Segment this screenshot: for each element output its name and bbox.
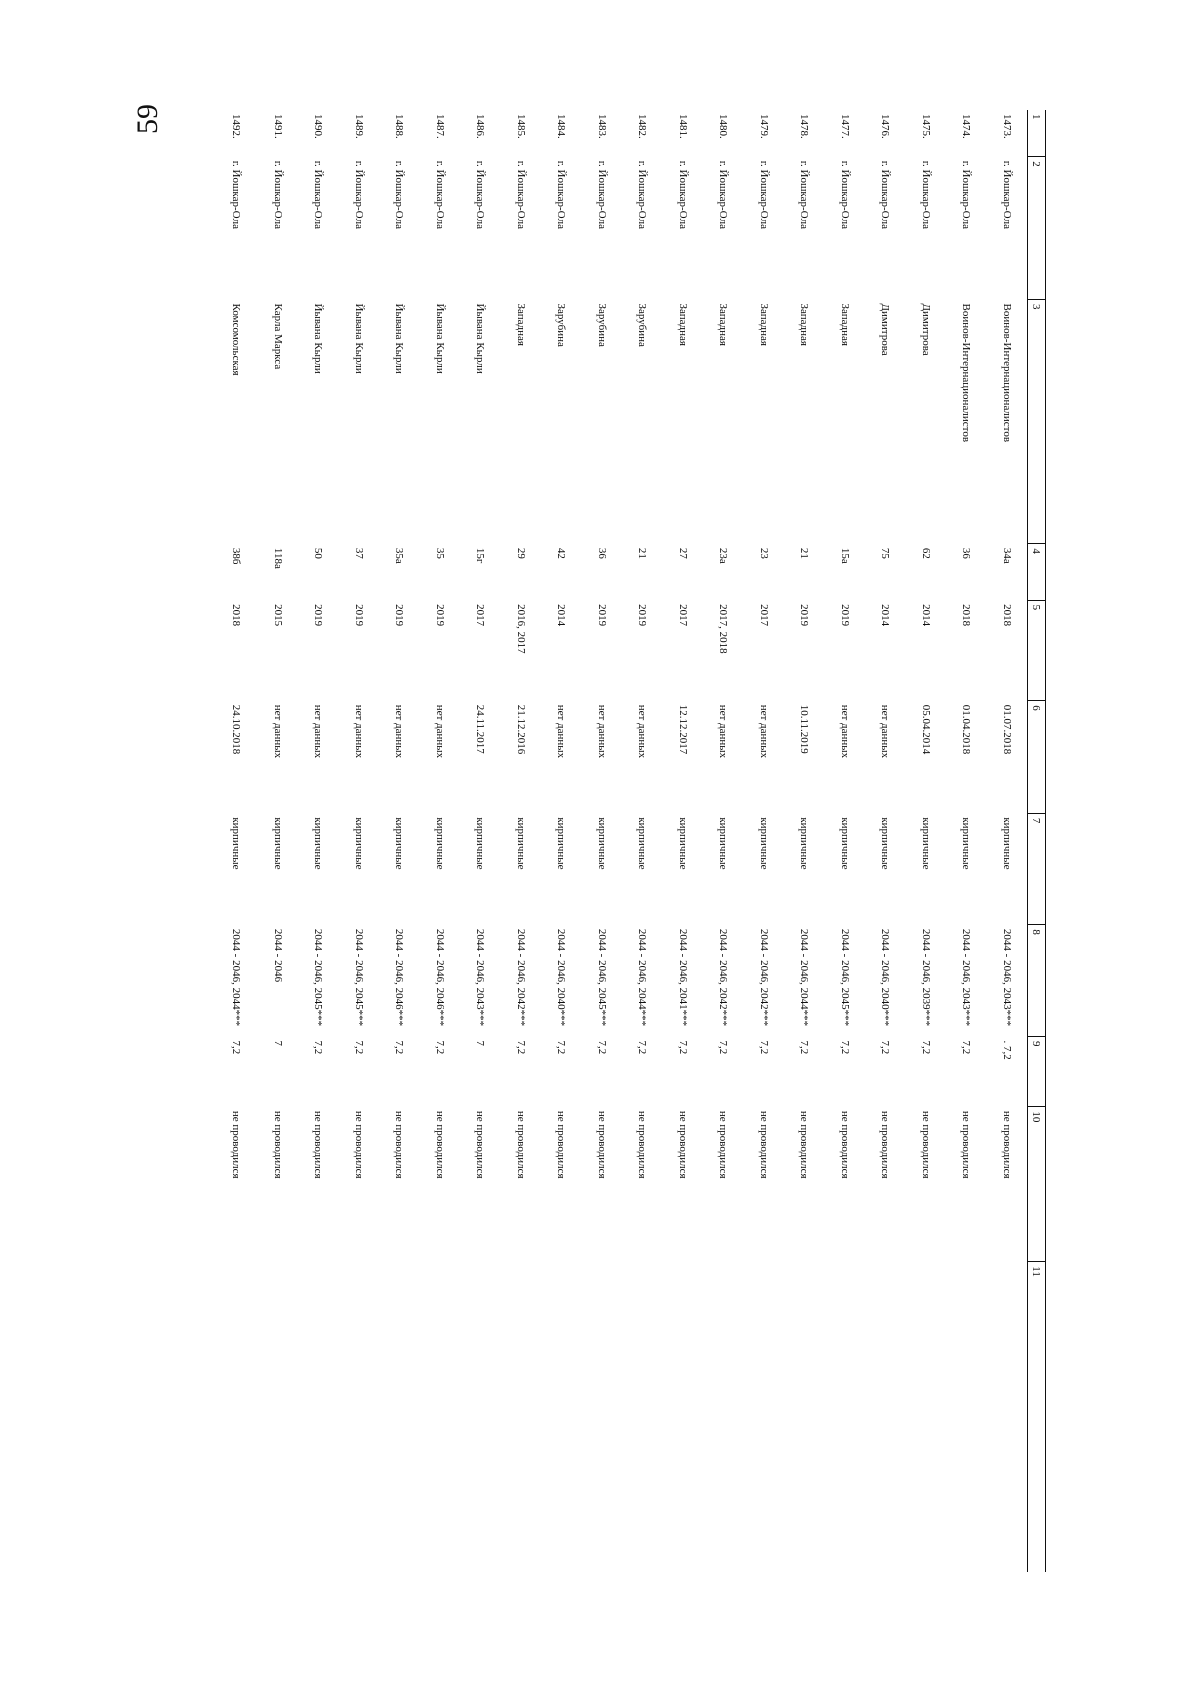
house-cell: 34а	[1000, 547, 1013, 564]
material-cell: кирпичные	[555, 817, 568, 870]
period-cell: 2044 - 2046, 2042***	[757, 928, 770, 1027]
street-cell: Воинов-Интернационалистов	[1000, 303, 1013, 443]
period-cell: 2044 - 2046, 2045***	[595, 928, 608, 1027]
column-number: 11	[1028, 1262, 1046, 1572]
house-cell: 36	[960, 547, 973, 559]
note-cell	[298, 1262, 339, 1572]
year-cell: 2018	[960, 604, 973, 627]
street-cell: Западная	[757, 303, 770, 346]
material-cell: кирпичные	[433, 817, 446, 870]
street-cell: Йывана Кырли	[474, 303, 487, 374]
date-cell: нет данных	[312, 704, 325, 759]
city-cell: г. Йошкар-Ола	[757, 160, 770, 229]
street-cell: Димитрова	[919, 303, 932, 356]
column-number: 4	[1028, 544, 1046, 600]
status-cell: не проводился	[514, 1110, 527, 1179]
date-cell: 05.04.2014	[919, 704, 932, 755]
column-number: 1	[1028, 110, 1046, 157]
value-cell: 7	[271, 1040, 284, 1047]
status-cell: не проводился	[555, 1110, 568, 1179]
column-number-row	[1028, 110, 1046, 1572]
table-row	[582, 110, 623, 1572]
city-cell: г. Йошкар-Ола	[676, 160, 689, 229]
city-cell: г. Йошкар-Ола	[393, 160, 406, 229]
period-cell: 2044 - 2046, 2040***	[879, 928, 892, 1027]
table-row	[906, 110, 947, 1572]
table-row	[703, 110, 744, 1572]
note-cell	[622, 1262, 663, 1572]
city-cell: г. Йошкар-Ола	[798, 160, 811, 229]
value-cell: 7,2	[717, 1040, 730, 1055]
date-cell: нет данных	[879, 704, 892, 759]
value-cell: 7,2	[230, 1040, 242, 1055]
value-cell: 7,2	[636, 1040, 649, 1055]
row-number-cell: 1487.	[433, 114, 446, 139]
house-cell: 27	[676, 547, 689, 559]
house-cell: 21	[798, 547, 811, 559]
date-cell: 01.04.2018	[960, 704, 973, 755]
date-cell: нет данных	[595, 704, 608, 759]
value-cell: 7,2	[879, 1040, 892, 1055]
row-number-cell: 1488.	[393, 114, 406, 139]
row-number-cell: 1481.	[676, 114, 689, 139]
note-cell	[987, 1262, 1028, 1572]
date-cell: 24.10.2018	[230, 704, 242, 755]
value-cell: 7	[474, 1040, 487, 1047]
note-cell	[865, 1262, 906, 1572]
city-cell: г. Йошкар-Ола	[960, 160, 973, 229]
street-cell: Западная	[798, 303, 811, 346]
note-cell	[215, 1262, 258, 1572]
note-cell	[663, 1262, 704, 1572]
row-number-cell: 1483.	[595, 114, 608, 139]
year-cell: 2019	[798, 604, 811, 627]
date-cell: 10.11.2019	[798, 704, 811, 754]
table-row	[215, 110, 258, 1572]
row-number-cell: 1473.	[1000, 114, 1013, 139]
value-cell: 7,2	[676, 1040, 689, 1055]
note-cell	[825, 1262, 866, 1572]
street-cell: Западная	[514, 303, 527, 346]
column-number: 5	[1028, 600, 1046, 701]
status-cell: не проводился	[230, 1110, 242, 1179]
date-cell: нет данных	[636, 704, 649, 759]
city-cell: г. Йошкар-Ола	[838, 160, 851, 229]
table-row	[784, 110, 825, 1572]
status-cell: не проводился	[676, 1110, 689, 1179]
note-cell	[501, 1262, 542, 1572]
period-cell: 2044 - 2046, 2044***	[636, 928, 649, 1027]
house-cell: 37	[352, 547, 365, 559]
year-cell: 2014	[555, 604, 568, 627]
column-number: 7	[1028, 813, 1046, 925]
house-cell: 38б	[230, 547, 242, 565]
value-cell: 7,2	[960, 1040, 973, 1055]
status-cell: не проводился	[393, 1110, 406, 1179]
status-cell: не проводился	[757, 1110, 770, 1179]
value-cell: 7,2	[393, 1040, 406, 1055]
period-cell: 2044 - 2046, 2041***	[676, 928, 689, 1027]
year-cell: 2019	[433, 604, 446, 627]
material-cell: кирпичные	[960, 817, 973, 870]
status-cell: не проводился	[717, 1110, 730, 1179]
status-cell: не проводился	[960, 1110, 973, 1179]
year-cell: 2019	[838, 604, 851, 627]
column-number: 8	[1028, 925, 1046, 1037]
street-cell: Йывана Кырли	[352, 303, 365, 374]
row-number-cell: 1482.	[636, 114, 649, 139]
row-number-cell: 1485.	[514, 114, 527, 139]
period-cell: 2044 - 2046, 2042***	[514, 928, 527, 1027]
date-cell: 12.12.2017	[676, 704, 689, 755]
house-cell: 62	[919, 547, 932, 559]
row-number-cell: 1478.	[798, 114, 811, 139]
street-cell: Йывана Кырли	[433, 303, 446, 374]
status-cell: не проводился	[919, 1110, 932, 1179]
year-cell: 2018	[230, 604, 242, 627]
period-cell: 2044 - 2046, 2045***	[838, 928, 851, 1027]
rotated-table-frame	[210, 110, 1046, 1572]
date-cell: нет данных	[717, 704, 730, 759]
status-cell: не проводился	[312, 1110, 325, 1179]
date-cell: нет данных	[352, 704, 365, 759]
city-cell: г. Йошкар-Ола	[1000, 160, 1013, 229]
column-number: 3	[1028, 300, 1046, 544]
house-cell: 118а	[271, 547, 284, 569]
year-cell: 2017	[474, 604, 487, 627]
house-cell: 35	[433, 547, 446, 559]
period-cell: 2044 - 2046, 2044***	[798, 928, 811, 1027]
status-cell: не проводился	[798, 1110, 811, 1179]
city-cell: г. Йошкар-Ола	[271, 160, 284, 229]
material-cell: кирпичные	[838, 817, 851, 870]
table-row	[501, 110, 542, 1572]
house-cell: 15г	[474, 547, 487, 564]
row-number-cell: 1477.	[838, 114, 851, 139]
value-cell: 7,2	[555, 1040, 568, 1055]
note-cell	[541, 1262, 582, 1572]
city-cell: г. Йошкар-Ола	[474, 160, 487, 229]
city-cell: г. Йошкар-Ола	[312, 160, 325, 229]
table-row	[541, 110, 582, 1572]
period-cell: 2044 - 2046, 2044***	[230, 928, 242, 1027]
register-table	[215, 110, 1047, 1572]
status-cell: не проводился	[838, 1110, 851, 1179]
street-cell: Воинов-Интернационалистов	[960, 303, 973, 443]
year-cell: 2014	[879, 604, 892, 627]
status-cell: не проводился	[879, 1110, 892, 1179]
material-cell: кирпичные	[919, 817, 932, 870]
city-cell: г. Йошкар-Ола	[636, 160, 649, 229]
row-number-cell: 1492.	[230, 114, 242, 139]
value-cell: 7,2	[433, 1040, 446, 1055]
year-cell: 2019	[352, 604, 365, 627]
note-cell	[946, 1262, 987, 1572]
year-cell: 2015	[271, 604, 284, 627]
period-cell: 2044 - 2046, 2042***	[717, 928, 730, 1027]
year-cell: 2016, 2017	[514, 604, 527, 654]
year-cell: 2014	[919, 604, 932, 627]
street-cell: Западная	[676, 303, 689, 346]
value-cell: 7,2	[595, 1040, 608, 1055]
table-row	[339, 110, 380, 1572]
material-cell: кирпичные	[312, 817, 325, 870]
status-cell: не проводился	[474, 1110, 487, 1179]
material-cell: кирпичные	[798, 817, 811, 870]
street-cell: Зарубина	[595, 303, 608, 347]
table-row	[663, 110, 704, 1572]
material-cell: кирпичные	[757, 817, 770, 870]
note-cell	[339, 1262, 380, 1572]
value-cell: 7,2	[757, 1040, 770, 1055]
year-cell: 2019	[595, 604, 608, 627]
street-cell: Йывана Кырли	[393, 303, 406, 374]
status-cell: не проводился	[352, 1110, 365, 1179]
status-cell: не проводился	[271, 1110, 284, 1179]
house-cell: 75	[879, 547, 892, 559]
column-number: 10	[1028, 1107, 1046, 1262]
period-cell: 2044 - 2046, 2045***	[352, 928, 365, 1027]
page-number: 59	[131, 104, 164, 134]
material-cell: кирпичные	[352, 817, 365, 870]
value-cell: 7,2	[514, 1040, 527, 1055]
material-cell: кирпичные	[271, 817, 284, 870]
table-row	[946, 110, 987, 1572]
note-cell	[258, 1262, 299, 1572]
street-cell: Димитрова	[879, 303, 892, 356]
status-cell: не проводился	[595, 1110, 608, 1179]
year-cell: 2019	[312, 604, 325, 627]
date-cell: нет данных	[433, 704, 446, 759]
city-cell: г. Йошкар-Ола	[717, 160, 730, 229]
table-row	[379, 110, 420, 1572]
house-cell: 23а	[717, 547, 730, 564]
material-cell: кирпичные	[717, 817, 730, 870]
date-cell: 21.12.2016	[514, 704, 527, 755]
status-cell: не проводился	[433, 1110, 446, 1179]
row-number-cell: 1491.	[271, 114, 284, 139]
note-cell	[379, 1262, 420, 1572]
material-cell: кирпичные	[879, 817, 892, 870]
material-cell: кирпичные	[595, 817, 608, 870]
house-cell: 15а	[838, 547, 851, 564]
column-number: 9	[1028, 1037, 1046, 1107]
note-cell	[906, 1262, 947, 1572]
value-cell: 7,2	[312, 1040, 325, 1055]
date-cell: нет данных	[393, 704, 406, 759]
column-number: 2	[1028, 157, 1046, 300]
row-number-cell: 1475.	[919, 114, 932, 139]
material-cell: кирпичные	[474, 817, 487, 870]
city-cell: г. Йошкар-Ола	[555, 160, 568, 229]
year-cell: 2019	[636, 604, 649, 627]
period-cell: 2044 - 2046, 2043***	[474, 928, 487, 1027]
material-cell: кирпичные	[1000, 817, 1013, 870]
city-cell: г. Йошкар-Ола	[879, 160, 892, 229]
row-number-cell: 1489.	[352, 114, 365, 139]
material-cell: кирпичные	[514, 817, 527, 870]
note-cell	[784, 1262, 825, 1572]
street-cell: Карла Маркса	[271, 303, 284, 370]
table-row	[258, 110, 299, 1572]
table-row	[298, 110, 339, 1572]
street-cell: Зарубина	[555, 303, 568, 347]
date-cell: нет данных	[555, 704, 568, 759]
city-cell: г. Йошкар-Ола	[514, 160, 527, 229]
period-cell: 2044 - 2046, 2043***	[960, 928, 973, 1027]
row-number-cell: 1476.	[879, 114, 892, 139]
date-cell: нет данных	[838, 704, 851, 759]
year-cell: 2019	[393, 604, 406, 627]
period-cell: 2044 - 2046, 2039***	[919, 928, 932, 1027]
date-cell: нет данных	[757, 704, 770, 759]
city-cell: г. Йошкар-Ола	[919, 160, 932, 229]
row-number-cell: 1480.	[717, 114, 730, 139]
street-cell: Западная	[717, 303, 730, 346]
date-cell: 01.07.2018	[1000, 704, 1013, 755]
material-cell: кирпичные	[636, 817, 649, 870]
material-cell: кирпичные	[230, 817, 242, 870]
city-cell: г. Йошкар-Ола	[433, 160, 446, 229]
period-cell: 2044 - 2046, 2045***	[312, 928, 325, 1027]
note-cell	[744, 1262, 785, 1572]
value-cell: . 7,2	[1000, 1040, 1013, 1060]
value-cell: 7,2	[798, 1040, 811, 1055]
city-cell: г. Йошкар-Ола	[352, 160, 365, 229]
status-cell: не проводился	[1000, 1110, 1013, 1179]
house-cell: 23	[757, 547, 770, 559]
table-row	[460, 110, 501, 1572]
value-cell: 7,2	[838, 1040, 851, 1055]
register-table-container	[210, 110, 1046, 1572]
value-cell: 7,2	[352, 1040, 365, 1055]
note-cell	[420, 1262, 461, 1572]
street-cell: Западная	[838, 303, 851, 346]
period-cell: 2044 - 2046, 2043***	[1000, 928, 1013, 1027]
house-cell: 21	[636, 547, 649, 559]
house-cell: 50	[312, 547, 325, 559]
year-cell: 2017, 2018	[717, 604, 730, 654]
column-number: 6	[1028, 701, 1046, 814]
period-cell: 2044 - 2046, 2040***	[555, 928, 568, 1027]
street-cell: Йывана Кырли	[312, 303, 325, 374]
house-cell: 42	[555, 547, 568, 559]
year-cell: 2017	[757, 604, 770, 627]
row-number-cell: 1484.	[555, 114, 568, 139]
row-number-cell: 1479.	[757, 114, 770, 139]
house-cell: 36	[595, 547, 608, 559]
table-row	[865, 110, 906, 1572]
table-row	[622, 110, 663, 1572]
period-cell: 2044 - 2046, 2046***	[393, 928, 406, 1027]
row-number-cell: 1486.	[474, 114, 487, 139]
value-cell: 7,2	[919, 1040, 932, 1055]
note-cell	[460, 1262, 501, 1572]
year-cell: 2017	[676, 604, 689, 627]
material-cell: кирпичные	[393, 817, 406, 870]
table-row	[420, 110, 461, 1572]
period-cell: 2044 - 2046	[271, 928, 284, 983]
city-cell: г. Йошкар-Ола	[595, 160, 608, 229]
house-cell: 29	[514, 547, 527, 559]
table-row	[987, 110, 1028, 1572]
year-cell: 2018	[1000, 604, 1013, 627]
period-cell: 2044 - 2046, 2046***	[433, 928, 446, 1027]
street-cell: Комсомольская	[230, 303, 242, 376]
city-cell: г. Йошкар-Ола	[230, 160, 242, 229]
date-cell: 24.11.2017	[474, 704, 487, 754]
table-body	[215, 110, 1028, 1572]
table-row	[744, 110, 785, 1572]
row-number-cell: 1474.	[960, 114, 973, 139]
status-cell: не проводился	[636, 1110, 649, 1179]
date-cell: нет данных	[271, 704, 284, 759]
house-cell: 35а	[393, 547, 406, 564]
note-cell	[703, 1262, 744, 1572]
table-row	[825, 110, 866, 1572]
material-cell: кирпичные	[676, 817, 689, 870]
row-number-cell: 1490.	[312, 114, 325, 139]
note-cell	[582, 1262, 623, 1572]
street-cell: Зарубина	[636, 303, 649, 347]
